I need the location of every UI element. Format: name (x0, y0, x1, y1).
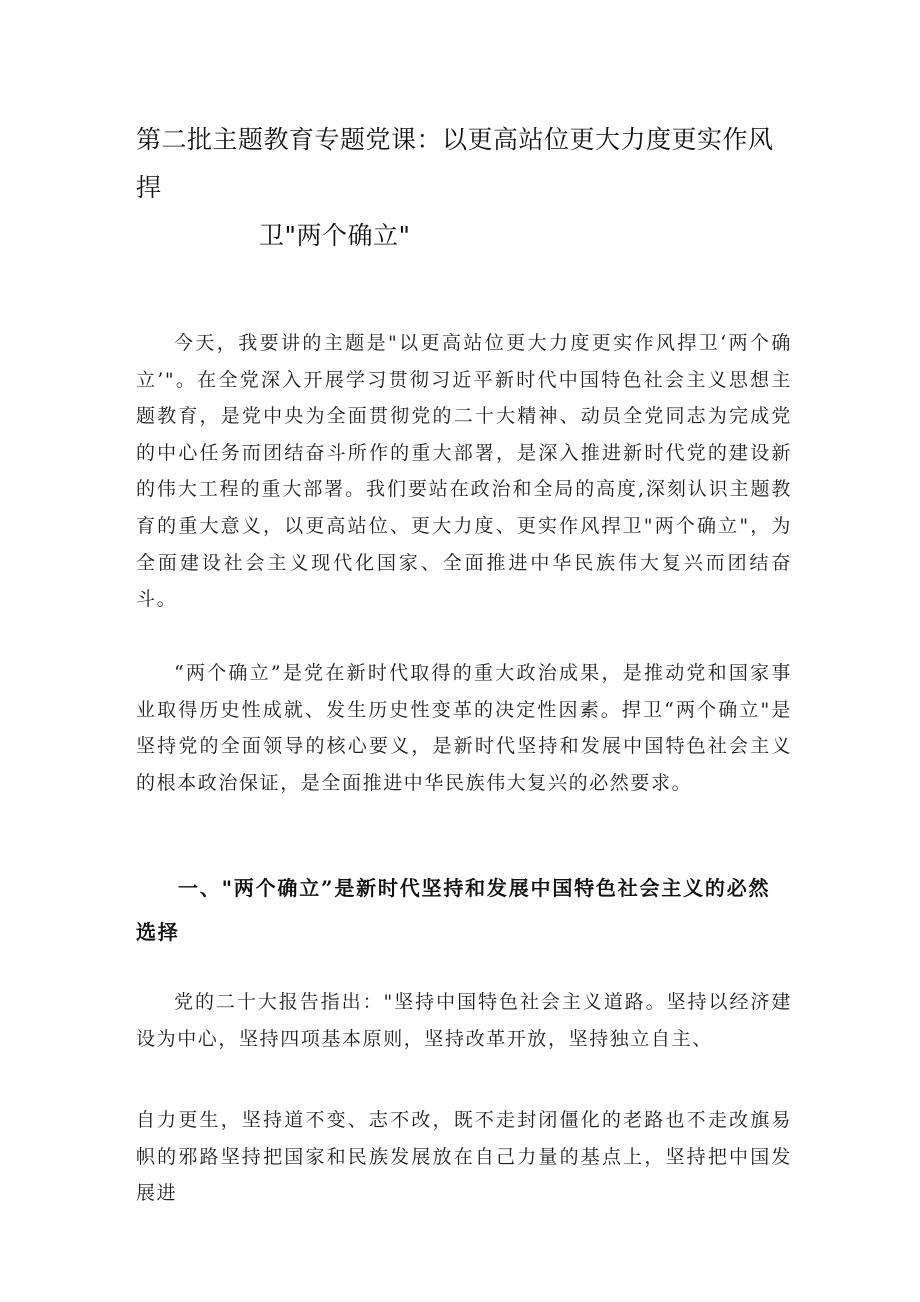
section-heading-1: 一、"两个确立”是新时代坚持和发展中国特色社会主义的必然选择 (136, 876, 771, 944)
paragraph-report-quote: 党的二十大报告指出："坚持中国特色社会主义道路。坚持以经济建设为中心，坚持四项基本原则，坚持改革开放，坚持独立自主、 (136, 991, 792, 1050)
paragraph-intro: 今天，我要讲的主题是"以更高站位更大力度更实作风捍卫‘两个确立’"。在全党深入开展学习贯彻习近平新时代中国特色社会主义思想主题教育，是党中央为全面贯彻党的二十大精神、动员全党同志为完成党的中心任务而团结奋斗所作的重大部署，是深入推进新时代党的建设新的伟大工程的重大部署。我们要站在政治和全局的高度,深刻认识主题教育的重大意义，以更高站位、更大力度、更实作风捍卫"两个确立"，为全面建设社会主义现代化国家、全面推进中华民族伟大复兴而团结奋斗。 (136, 332, 792, 611)
document-title (136, 116, 796, 260)
title-line-1: 第二批主题教育专题党课：以更高站位更大力度更实作风捍 (136, 125, 774, 202)
title-line-2: 卫"两个确立" (259, 221, 411, 250)
paragraph-two-establishments: “两个确立”是党在新时代取得的重大政治成果，是推动党和国家事业取得历史性成就、发生历史性变革的决定性因素。捍卫“两个确立"是坚持党的全面领导的核心要义，是新时代坚持和发展中国特色社会主义的根本政治保证，是全面推进中华民族伟大复兴的必然要求。 (136, 662, 792, 794)
paragraph-continuation: 自力更生，坚持道不变、志不改，既不走封闭僵化的老路也不走改旗易帜的邪路坚持把国家和民族发展放在自己力量的基点上，坚持把中国发展进 (136, 1109, 792, 1205)
